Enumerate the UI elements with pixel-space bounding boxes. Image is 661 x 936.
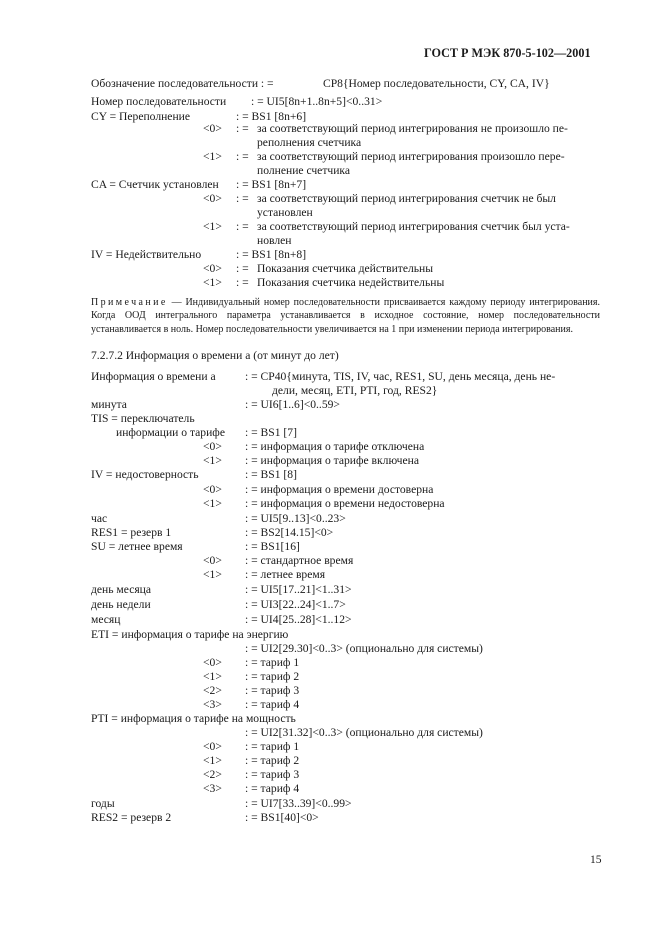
iv-1-code: <1> bbox=[203, 276, 222, 289]
tis-1-text: : = информация о тарифе включена bbox=[245, 454, 419, 467]
iv-0-code: <0> bbox=[203, 262, 222, 275]
cy-0-text-2: реполнения счетчика bbox=[257, 136, 362, 149]
years-term: годы bbox=[91, 797, 115, 810]
eti-0-text: : = тариф 1 bbox=[245, 656, 300, 669]
seq-num-value: : = UI5[8n+1..8n+5]<0..31> bbox=[251, 95, 383, 108]
su-0-text: : = стандартное время bbox=[245, 554, 354, 567]
cy-value: : = BS1 [8n+6] bbox=[236, 110, 307, 123]
pti-2-text: : = тариф 3 bbox=[245, 768, 300, 781]
pti-3-code: <3> bbox=[203, 782, 222, 795]
section-heading: 7.2.7.2 Информация о времени а (от минут до лет) bbox=[91, 349, 339, 362]
eti-2-text: : = тариф 3 bbox=[245, 684, 300, 697]
tis-0-code: <0> bbox=[203, 440, 222, 453]
iv-0-sep: : = bbox=[236, 262, 249, 275]
eti-value: : = UI2[29.30]<0..3> (опционально для системы) bbox=[245, 642, 483, 655]
iv-term: IV = Недействительно bbox=[91, 248, 202, 261]
time-a-value-cont: дели, месяц, ETI, PTI, год, RES2} bbox=[272, 384, 438, 397]
tis-term-2: информации о тарифе bbox=[116, 426, 225, 439]
minute-term: минута bbox=[91, 398, 127, 411]
note-text: — Индивидуальный номер последовательности присваивается каждому периоду интегрирования. Когда ООД интегрального параметра устанавливается в исходное состояние, номер последовательности устанавливается в ноль. Номер последовательности увеличивается на 1 при изменении периода интегрирования. bbox=[91, 297, 600, 335]
pti-value: : = UI2[31.32]<0..3> (опционально для системы) bbox=[245, 726, 483, 739]
ca-0-text-1: за соответствующий период интегрирования счетчик не был bbox=[257, 192, 556, 205]
su-0-code: <0> bbox=[203, 554, 222, 567]
eti-2-code: <2> bbox=[203, 684, 222, 697]
iv2-1-text: : = информация о времени недостоверна bbox=[245, 497, 445, 510]
iv2-1-code: <1> bbox=[203, 497, 222, 510]
pti-2-code: <2> bbox=[203, 768, 222, 781]
ca-1-text-1: за соответствующий период интегрирования счетчик был уста- bbox=[257, 220, 570, 233]
ca-value: : = BS1 [8n+7] bbox=[236, 178, 307, 191]
tis-0-text: : = информация о тарифе отключена bbox=[245, 440, 425, 453]
month-value: : = UI4[25..28]<1..12> bbox=[245, 613, 352, 626]
time-a-value: : = CP40{минута, TIS, IV, час, RES1, SU, день месяца, день не- bbox=[245, 370, 556, 383]
ca-1-code: <1> bbox=[203, 220, 222, 233]
seq-def-value: CP8{Номер последовательности, CY, CA, IV} bbox=[323, 77, 550, 90]
cy-0-code: <0> bbox=[203, 122, 222, 135]
eti-1-text: : = тариф 2 bbox=[245, 670, 300, 683]
ca-0-code: <0> bbox=[203, 192, 222, 205]
iv-value: : = BS1 [8n+8] bbox=[236, 248, 307, 261]
eti-0-code: <0> bbox=[203, 656, 222, 669]
hour-term: час bbox=[91, 512, 108, 525]
eti-term: ETI = информация о тарифе на энергию bbox=[91, 628, 289, 641]
pti-1-code: <1> bbox=[203, 754, 222, 767]
cy-0-text-1: за соответствующий период интегрирования не произошло пе- bbox=[257, 122, 568, 135]
cy-1-sep: : = bbox=[236, 150, 249, 163]
iv2-term: IV = недостоверность bbox=[91, 468, 199, 481]
iv2-0-code: <0> bbox=[203, 483, 222, 496]
tis-value: : = BS1 [7] bbox=[245, 426, 297, 439]
res2-value: : = BS1[40]<0> bbox=[245, 811, 319, 824]
note-paragraph bbox=[91, 296, 600, 336]
tis-term-1: TIS = переключатель bbox=[91, 412, 195, 425]
su-value: : = BS1[16] bbox=[245, 540, 300, 553]
ca-1-sep: : = bbox=[236, 220, 249, 233]
eti-1-code: <1> bbox=[203, 670, 222, 683]
res1-term: RES1 = резерв 1 bbox=[91, 526, 172, 539]
years-value: : = UI7[33..39]<0..99> bbox=[245, 797, 352, 810]
hour-value: : = UI5[9..13]<0..23> bbox=[245, 512, 346, 525]
ca-1-text-2: новлен bbox=[257, 234, 292, 247]
cy-term: CY = Переполнение bbox=[91, 110, 191, 123]
iv-1-text: Показания счетчика недействительны bbox=[257, 276, 445, 289]
iv2-0-text: : = информация о времени достоверна bbox=[245, 483, 434, 496]
dom-value: : = UI5[17..21]<1..31> bbox=[245, 583, 352, 596]
page-number: 15 bbox=[590, 853, 602, 866]
dom-term: день месяца bbox=[91, 583, 152, 596]
ca-term: CA = Счетчик установлен bbox=[91, 178, 219, 191]
su-1-code: <1> bbox=[203, 568, 222, 581]
seq-def-term: Обозначение последовательности : = bbox=[91, 77, 274, 90]
minute-value: : = UI6[1..6]<0..59> bbox=[245, 398, 340, 411]
ca-0-sep: : = bbox=[236, 192, 249, 205]
iv-1-sep: : = bbox=[236, 276, 249, 289]
dow-value: : = UI3[22..24]<1..7> bbox=[245, 598, 346, 611]
ca-0-text-2: установлен bbox=[257, 206, 313, 219]
iv-0-text: Показания счетчика действительны bbox=[257, 262, 434, 275]
dow-term: день недели bbox=[91, 598, 151, 611]
month-term: месяц bbox=[91, 613, 121, 626]
cy-0-sep: : = bbox=[236, 122, 249, 135]
eti-3-text: : = тариф 4 bbox=[245, 698, 300, 711]
cy-1-text-2: полнение счетчика bbox=[257, 164, 351, 177]
iv2-value: : = BS1 [8] bbox=[245, 468, 297, 481]
pti-1-text: : = тариф 2 bbox=[245, 754, 300, 767]
res2-term: RES2 = резерв 2 bbox=[91, 811, 172, 824]
pti-0-code: <0> bbox=[203, 740, 222, 753]
cy-1-code: <1> bbox=[203, 150, 222, 163]
standard-header: ГОСТ Р МЭК 870-5-102—2001 bbox=[424, 46, 591, 60]
time-a-term: Информация о времени а bbox=[91, 370, 216, 383]
eti-3-code: <3> bbox=[203, 698, 222, 711]
su-term: SU = летнее время bbox=[91, 540, 183, 553]
pti-3-text: : = тариф 4 bbox=[245, 782, 300, 795]
tis-1-code: <1> bbox=[203, 454, 222, 467]
su-1-text: : = летнее время bbox=[245, 568, 326, 581]
pti-0-text: : = тариф 1 bbox=[245, 740, 300, 753]
res1-value: : = BS2[14.15]<0> bbox=[245, 526, 334, 539]
note-label: Примечание bbox=[91, 297, 168, 308]
seq-num-term: Номер последовательности bbox=[91, 95, 227, 108]
cy-1-text-1: за соответствующий период интегрирования произошло пере- bbox=[257, 150, 565, 163]
pti-term: PTI = информация о тарифе на мощность bbox=[91, 712, 296, 725]
